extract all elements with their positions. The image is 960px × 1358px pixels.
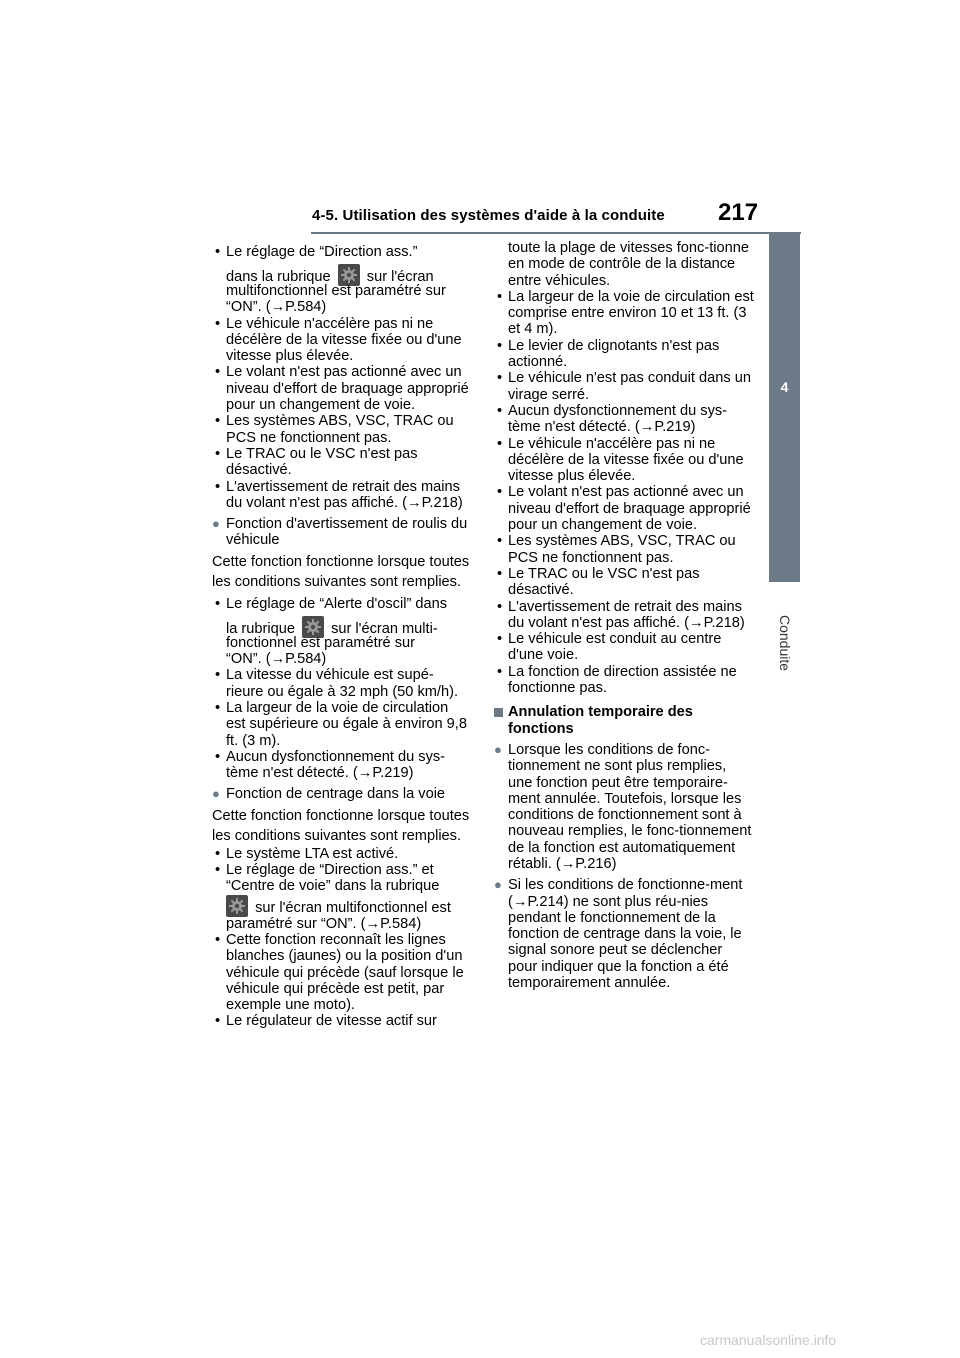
list-item: • Les systèmes ABS, VSC, TRAC ou PCS ne fonctionnent pas. xyxy=(212,413,470,446)
list-item: • Le véhicule n'accélère pas ni ne décélère de la vitesse fixée ou d'une vitesse plus élevée. xyxy=(212,316,470,365)
chapter-label-text: Conduite xyxy=(776,614,793,672)
list-item: • Aucun dysfonctionnement du sys-tème n'est détecté. (→P.219) xyxy=(494,403,754,436)
list-item: • Le volant n'est pas actionné avec un niveau d'effort de braquage approprié pour un changement de voie. xyxy=(212,364,470,413)
list-item: • Le véhicule est conduit au centre d'une voie. xyxy=(494,631,754,664)
list-item-text: Le réglage de “Alerte d'oscil” dans xyxy=(226,595,448,612)
list-item: • L'avertissement de retrait des mains du volant n'est pas affiché. (→P.218) xyxy=(212,479,470,512)
list-item-text: dans la rubrique xyxy=(226,269,331,285)
section-title: 4-5. Utilisation des systèmes d'aide à la conduite xyxy=(312,207,665,224)
list-item-text: multifonctionnel est paramétré sur xyxy=(226,283,446,299)
left-column xyxy=(212,240,470,1030)
paragraph: Cette fonction fonctionne lorsque toutes les conditions suivantes sont remplies. xyxy=(212,553,470,590)
list-item xyxy=(212,592,470,641)
section-note: ● Lorsque les conditions de fonc-tionnement ne sont plus remplies, une fonction peut être temporaire-ment annulée. Toutefois, lorsque les conditions de fonctionnement sont à nouveau remplies, le fonc-tionnement de la fonction est automatiquement rétabli. (→P.216) xyxy=(494,742,754,872)
paragraph: Cette fonction fonctionne lorsque toutes les conditions suivantes sont remplies. xyxy=(212,807,470,844)
list-item: • Le TRAC ou le VSC n'est pas désactivé. xyxy=(494,566,754,599)
settings-gear-icon xyxy=(226,895,248,917)
list-item: • Le levier de clignotants n'est pas actionné. xyxy=(494,338,754,371)
list-item-text: “ON”. (→P.584) xyxy=(226,299,327,316)
list-item: • Le volant n'est pas actionné avec un niveau d'effort de braquage approprié pour un changement de voie. xyxy=(494,484,754,533)
chapter-number: 4 xyxy=(780,379,789,395)
chapter-label xyxy=(769,598,800,688)
list-item: • Les systèmes ABS, VSC, TRAC ou PCS ne fonctionnent pas. xyxy=(494,533,754,566)
list-item: • Cette fonction reconnaît les lignes blanches (jaunes) ou la position d'un véhicule qui précède (sauf lorsque le véhicule qui précède est petit, par exemple une moto). xyxy=(212,932,470,1013)
watermark: carmanualsonline.info xyxy=(700,1332,837,1348)
list-item-text: “ON”. (→P.584) xyxy=(226,651,327,668)
page-number: 217 xyxy=(718,199,759,226)
list-item: • La largeur de la voie de circulation est supérieure ou égale à environ 9,8 ft. (3 m). xyxy=(212,700,470,749)
list-item-text: la rubrique xyxy=(226,620,295,637)
section-heading: ● Fonction de centrage dans la voie xyxy=(212,786,470,802)
section-note: ● Si les conditions de fonctionne-ment (→P.214) ne sont plus réu-nies pendant le fonctionnement de la fonction de centrage dans la voie, le signal sonore peut se déclencher pour indiquer que la fonction a été temporairement annulée. xyxy=(494,877,754,991)
list-item: • Le véhicule n'accélère pas ni ne décélère de la vitesse fixée ou d'une vitesse plus élevée. xyxy=(494,436,754,485)
list-item: • Le régulateur de vitesse actif sur xyxy=(212,1013,470,1029)
list-item xyxy=(212,240,470,289)
list-item: • La vitesse du véhicule est supé-rieure ou égale à 32 mph (50 km/h). xyxy=(212,667,470,700)
list-item: toute la plage de vitesses fonc-tionne en mode de contrôle de la distance entre véhicules. xyxy=(508,240,749,289)
list-item: • Le véhicule n'est pas conduit dans un virage serré. xyxy=(494,370,754,403)
subsection-heading: Annulation temporaire des fonctions xyxy=(494,704,754,737)
chapter-tab xyxy=(769,234,800,582)
list-item-text: sur l'écran xyxy=(366,269,434,285)
list-item: • Le réglage de “Direction ass.” et “Centre de voie” dans la rubrique xyxy=(212,862,470,895)
header-divider xyxy=(311,232,801,234)
list-item: • L'avertissement de retrait des mains du volant n'est pas affiché. (→P.218) xyxy=(494,599,754,632)
list-item: • Le système LTA est activé. xyxy=(212,846,470,862)
list-item: paramétré sur “ON”. (→P.584) xyxy=(226,915,422,932)
list-item xyxy=(212,283,470,316)
list-item: • La fonction de direction assistée ne fonctionne pas. xyxy=(494,664,754,697)
list-item-text: sur l'écran multi- xyxy=(331,620,438,637)
list-item-text: fonctionnel est paramétré sur xyxy=(226,634,416,651)
list-item xyxy=(212,635,470,668)
right-column xyxy=(494,240,754,994)
section-heading: ● Fonction d'avertissement de roulis du véhicule xyxy=(212,516,470,549)
list-item: • Le TRAC ou le VSC n'est pas désactivé. xyxy=(212,446,470,479)
list-item: • Aucun dysfonctionnement du sys-tème n'est détecté. (→P.219) xyxy=(212,749,470,782)
list-item-text: Le réglage de “Direction ass.” xyxy=(226,244,418,260)
list-item: • La largeur de la voie de circulation est comprise entre environ 10 et 13 ft. (3 et 4 m). xyxy=(494,289,754,338)
list-item-text: sur l'écran multifonctionnel est xyxy=(255,899,451,916)
